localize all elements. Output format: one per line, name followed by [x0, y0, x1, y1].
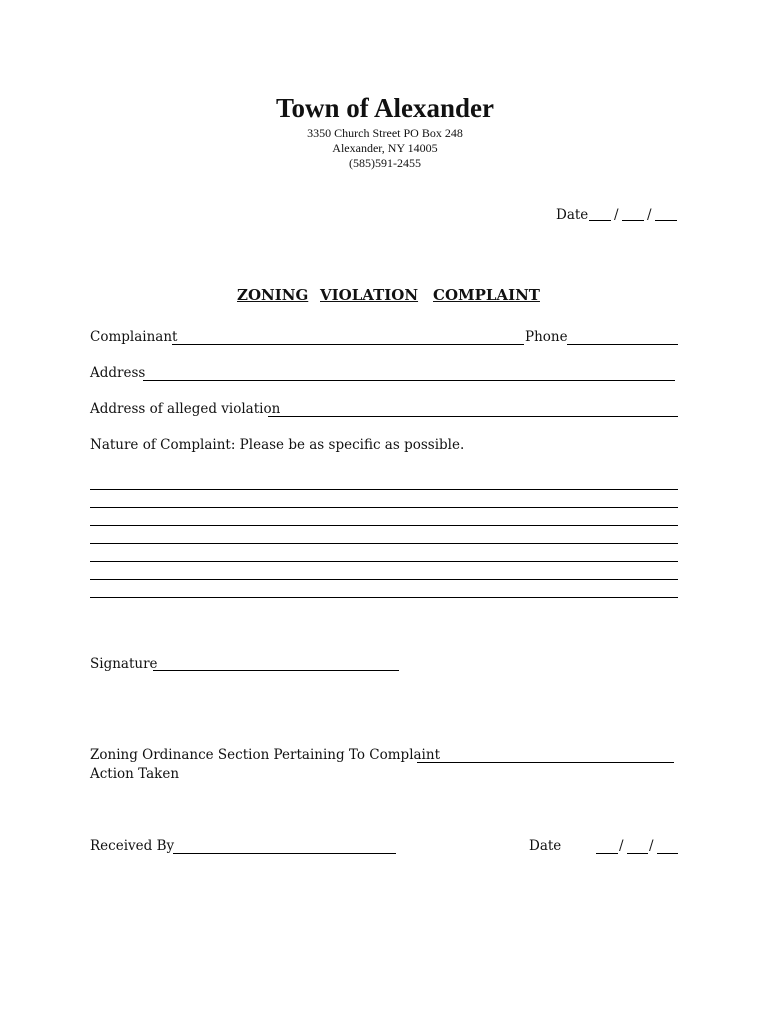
date-top-sep-1: / — [614, 207, 619, 223]
date-top-label: Date — [556, 207, 589, 223]
date-top-month-line[interactable] — [589, 220, 611, 221]
date-bottom-year-line[interactable] — [657, 853, 678, 854]
complaint-line-3[interactable] — [90, 525, 678, 526]
form-title-word-2: VIOLATION — [320, 286, 419, 304]
address-line-1: 3350 Church Street PO Box 248 — [307, 126, 463, 140]
date-bottom-label: Date — [529, 838, 562, 854]
ordinance-section-label: Zoning Ordinance Section Pertaining To Complaint — [90, 747, 440, 763]
date-bottom-sep-1: / — [619, 838, 624, 854]
date-bottom-sep-2: / — [649, 838, 654, 854]
complaint-line-6[interactable] — [90, 579, 678, 580]
date-bottom-month-line[interactable] — [596, 853, 618, 854]
complaint-line-1[interactable] — [90, 489, 678, 490]
phone-line[interactable] — [567, 344, 678, 345]
complainant-label: Complainant — [90, 329, 178, 345]
form-title-word-1: ZONING — [237, 286, 309, 304]
received-by-label: Received By — [90, 838, 175, 854]
address-label: Address — [90, 365, 146, 381]
complaint-line-5[interactable] — [90, 561, 678, 562]
phone-label: Phone — [525, 329, 568, 345]
town-phone: (585)591-2455 — [349, 156, 421, 170]
complainant-line[interactable] — [172, 344, 524, 345]
date-top-sep-2: / — [647, 207, 652, 223]
town-title: Town of Alexander — [275, 93, 495, 123]
complaint-line-2[interactable] — [90, 507, 678, 508]
signature-line[interactable] — [153, 670, 399, 671]
form-title-word-3: COMPLAINT — [433, 286, 540, 304]
signature-label: Signature — [90, 656, 158, 672]
date-top-year-line[interactable] — [655, 220, 677, 221]
address-line-2: Alexander, NY 14005 — [332, 141, 438, 155]
received-by-line[interactable] — [173, 853, 396, 854]
complaint-line-4[interactable] — [90, 543, 678, 544]
ordinance-section-line[interactable] — [417, 762, 674, 763]
complaint-line-7[interactable] — [90, 597, 678, 598]
violation-address-line[interactable] — [268, 416, 678, 417]
address-line[interactable] — [143, 380, 675, 381]
date-top-day-line[interactable] — [622, 220, 644, 221]
action-taken-label: Action Taken — [90, 766, 180, 782]
violation-address-label: Address of alleged violation — [90, 401, 281, 417]
date-bottom-day-line[interactable] — [627, 853, 648, 854]
nature-of-complaint-label: Nature of Complaint: Please be as specific as possible. — [90, 437, 465, 453]
